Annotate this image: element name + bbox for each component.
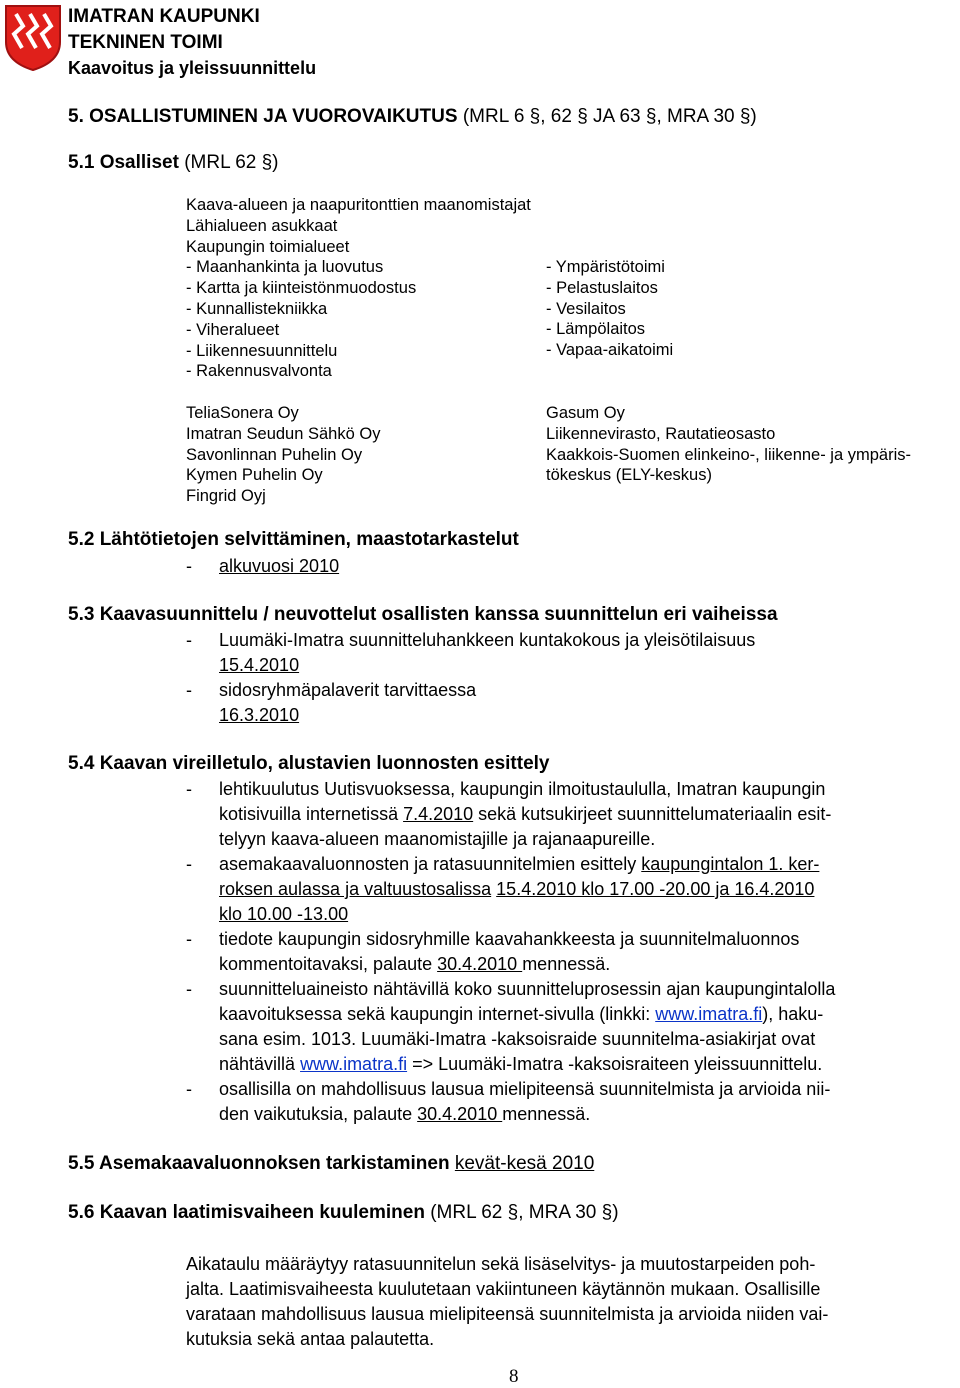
bullet-4-line-1: suunnitteluaineisto nähtävillä koko suunnitteluprosessin ajan kaupungintalolla — [219, 979, 836, 999]
text-segment: mennessä. — [502, 1104, 591, 1124]
section-5-3-dash-1: - — [186, 630, 192, 650]
list-item: Kaava-alueen ja naapuritonttien maanomistajat — [186, 196, 531, 214]
imatra-link[interactable]: www.imatra.fi — [655, 1004, 763, 1024]
section-5-3-title: 5.3 Kaavasuunnittelu / neuvottelut osallisten kanssa suunnittelun eri vaiheissa — [68, 604, 778, 625]
location-underlined: roksen aulassa ja valtuustosalissa — [219, 879, 492, 899]
list-item: - Liikennesuunnittelu — [186, 341, 338, 360]
section-5-title — [68, 106, 757, 128]
text-segment: sekä kutsukirjeet suunnittelumateriaalin esit- — [473, 804, 832, 824]
header-org: IMATRAN KAUPUNKI — [68, 6, 260, 27]
bullet-5-line-2 — [219, 1104, 590, 1125]
section-5-1-title-bold: 5.1 Osalliset — [68, 152, 179, 173]
section-5-6-title-ref: (MRL 62 §, MRA 30 §) — [430, 1202, 619, 1223]
section-5-5-date: kevät-kesä 2010 — [454, 1153, 595, 1174]
section-5-6-paragraph — [186, 1252, 828, 1352]
page-number: 8 — [509, 1366, 519, 1387]
stakeholder-intro-list — [186, 195, 531, 382]
section-5-title-bold: 5. OSALLISTUMINEN JA VUOROVAIKUTUS — [68, 106, 458, 127]
bullet-2-line-2 — [219, 879, 814, 900]
list-item: - Kunnallistekniikka — [186, 299, 328, 318]
list-item: - Vapaa-aikatoimi — [546, 341, 674, 360]
list-item: Kaupungin toimialueet — [186, 237, 350, 256]
companies-right-list — [546, 403, 911, 486]
section-5-4-title: 5.4 Kaavan vireilletulo, alustavien luonnosten esittely — [68, 753, 550, 774]
location-underlined: kaupungintalon 1. ker- — [641, 854, 820, 874]
city-coat-of-arms-logo — [4, 4, 62, 72]
bullet-2-line-3: klo 10.00 -13.00 — [219, 904, 349, 924]
date-underlined: 7.4.2010 — [403, 804, 474, 824]
list-item: - Lämpölaitos — [546, 320, 646, 339]
text-segment: kaavoituksessa sekä kaupungin internet-sivulla (linkki: — [219, 1004, 656, 1024]
paragraph-line: varataan mahdollisuus lausua mielipiteensä suunnitelmista ja arvioida niiden vai- — [186, 1304, 829, 1324]
section-5-4-dash-4: - — [186, 979, 192, 999]
city-departments-right-list — [546, 257, 673, 361]
section-5-3-item-1: Luumäki-Imatra suunnitteluhankkeen kuntakokous ja yleisötilaisuus — [219, 630, 756, 650]
list-item: Fingrid Oyj — [186, 487, 266, 506]
list-item: TeliaSonera Oy — [186, 404, 299, 422]
text-segment: den vaikutuksia, palaute — [219, 1104, 418, 1124]
text-segment: mennessä. — [522, 954, 611, 974]
date-underlined: 30.4.2010 — [437, 954, 523, 974]
bullet-4-line-4 — [219, 1054, 822, 1075]
section-5-3-item-1-date: 15.4.2010 — [219, 655, 300, 675]
section-5-4-dash-1: - — [186, 779, 192, 799]
bullet-1-line-2 — [219, 804, 831, 825]
section-5-2-dash: - — [186, 556, 192, 576]
paragraph-line: jalta. Laatimisvaiheesta kuulutetaan vakiintuneen käytännön mukaan. Osallisille — [186, 1279, 821, 1299]
section-5-6-title — [68, 1202, 619, 1224]
list-item: Savonlinnan Puhelin Oy — [186, 445, 363, 464]
list-item: - Viheralueet — [186, 320, 280, 339]
list-item: - Pelastuslaitos — [546, 278, 658, 297]
list-item: Gasum Oy — [546, 404, 625, 422]
list-item: - Maanhankinta ja luovutus — [186, 258, 384, 277]
list-item: - Kartta ja kiinteistönmuodostus — [186, 279, 417, 298]
bullet-1-line-1: lehtikuulutus Uutisvuoksessa, kaupungin ilmoitustaululla, Imatran kaupungin — [219, 779, 826, 799]
list-item: Lähialueen asukkaat — [186, 216, 338, 235]
text-segment: nähtävillä — [219, 1054, 301, 1074]
list-item: tökeskus (ELY-keskus) — [546, 466, 712, 485]
text-segment: asemakaavaluonnosten ja ratasuunnitelmien esittely — [219, 854, 642, 874]
section-5-2-title: 5.2 Lähtötietojen selvittäminen, maastotarkastelut — [68, 529, 519, 550]
bullet-2-line-1 — [219, 854, 819, 875]
text-segment: ), haku- — [762, 1004, 824, 1024]
paragraph-line: Aikataulu määräytyy ratasuunnitelun sekä lisäselvitys- ja muutostarpeiden poh- — [186, 1254, 816, 1274]
list-item: Kymen Puhelin Oy — [186, 466, 323, 485]
bullet-5-line-1: osallisilla on mahdollisuus lausua mielipiteensä suunnitelmista ja arvioida nii- — [219, 1079, 831, 1099]
text-segment: kotisivuilla internetissä — [219, 804, 404, 824]
bullet-4-line-3: sana esim. 1013. Luumäki-Imatra -kaksoisraide suunnitelma-asiakirjat ovat — [219, 1029, 816, 1049]
section-5-1-title-ref: (MRL 62 §) — [184, 152, 279, 173]
bullet-4-line-2 — [219, 1004, 823, 1025]
section-5-3-dash-2: - — [186, 680, 192, 700]
bullet-3-line-1: tiedote kaupungin sidosryhmille kaavahankkeesta ja suunnitelmaluonnos — [219, 929, 800, 949]
paragraph-line: kutuksia sekä antaa palautetta. — [186, 1329, 435, 1349]
section-5-1-title — [68, 152, 279, 174]
header-unit: Kaavoitus ja yleissuunnittelu — [68, 58, 317, 78]
section-5-title-ref: (MRL 6 §, 62 § JA 63 §, MRA 30 §) — [462, 106, 757, 127]
date-underlined: 15.4.2010 klo 17.00 -20.00 ja 16.4.2010 — [496, 879, 815, 899]
section-5-3-item-2-date: 16.3.2010 — [219, 705, 300, 725]
date-underlined: 30.4.2010 — [417, 1104, 503, 1124]
text-segment: => Luumäki-Imatra -kaksoisraiteen yleissuunnittelu. — [407, 1054, 823, 1074]
list-item: - Rakennusvalvonta — [186, 362, 332, 381]
list-item: Liikennevirasto, Rautatieosasto — [546, 424, 776, 443]
section-5-4-dash-3: - — [186, 929, 192, 949]
list-item: Kaakkois-Suomen elinkeino-, liikenne- ja ympäris- — [546, 445, 911, 464]
section-5-6-title-bold: 5.6 Kaavan laatimisvaiheen kuuleminen — [68, 1202, 425, 1223]
imatra-link[interactable]: www.imatra.fi — [300, 1054, 408, 1074]
list-item: - Vesilaitos — [546, 299, 626, 318]
bullet-1-line-3: telyyn kaava-alueen maanomistajille ja rajanaapureille. — [219, 829, 656, 849]
list-item: - Ympäristötoimi — [546, 258, 665, 276]
section-5-2-item: alkuvuosi 2010 — [219, 556, 340, 576]
section-5-4-dash-2: - — [186, 854, 192, 874]
bullet-3-line-2 — [219, 954, 610, 975]
header-dept: TEKNINEN TOIMI — [68, 32, 223, 53]
section-5-4-dash-5: - — [186, 1079, 192, 1099]
section-5-3-item-2: sidosryhmäpalaverit tarvittaessa — [219, 680, 477, 700]
companies-left-list — [186, 403, 380, 507]
text-segment: kommentoitavaksi, palaute — [219, 954, 438, 974]
section-5-5-title-bold: 5.5 Asemakaavaluonnoksen tarkistaminen — [68, 1153, 450, 1174]
section-5-5-title — [68, 1153, 594, 1175]
list-item: Imatran Seudun Sähkö Oy — [186, 424, 381, 443]
